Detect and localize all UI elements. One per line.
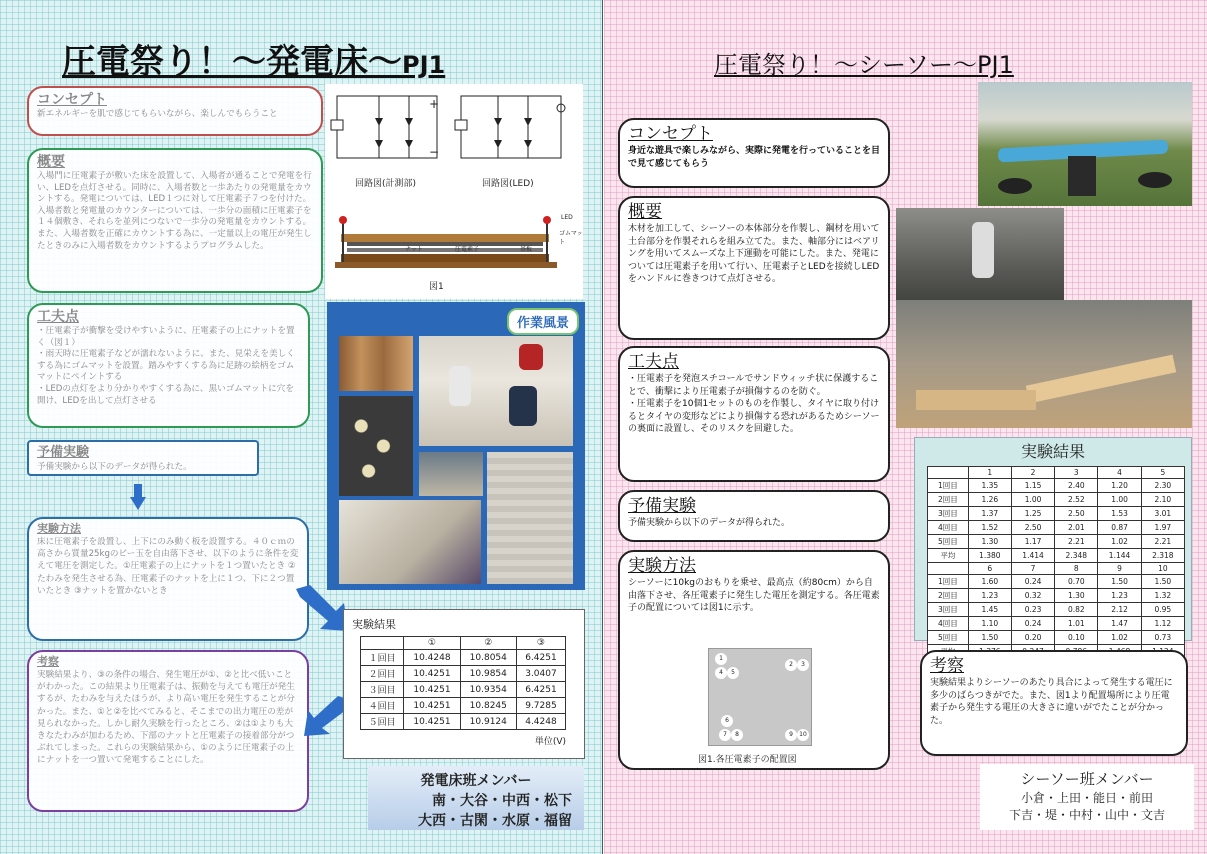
table-cell: 2.30 <box>1141 479 1184 493</box>
piezo-marker-1: 1 <box>715 653 727 665</box>
piezo-marker-7: 7 <box>719 729 731 741</box>
circuit-diagram-measure <box>329 88 449 168</box>
fig1-label-board: 基板 <box>520 246 533 253</box>
photo-workshop-2 <box>896 300 1192 428</box>
left-title-suffix: PJ1 <box>402 51 446 79</box>
left-poster <box>0 0 603 854</box>
table-row <box>928 589 1185 603</box>
features-box <box>27 303 310 428</box>
table-cell: 3.0407 <box>516 666 565 682</box>
table-cell: 2.50 <box>1011 521 1054 535</box>
table-cell: 2 <box>1011 467 1054 479</box>
table-cell: 1.45 <box>968 603 1011 617</box>
figure1-cross-section <box>333 214 573 284</box>
overview-text: 入場門に圧電素子が敷いた床を設置して、入場者が通ることで発電を行い、LEDを点灯させる。同時に、入場者数と一歩あたりの発電量をカウントする。発電については、LED１つに対して圧電素子７つを付けた。入場者数と発電量のカウンターについては、一歩分の面積に圧電素子を１４個敷き、それらを並列につないで一歩分の発電量をカウントする。また、入場者数を正確にカウントする為に、一定量以上の電圧が発生したときのみに入場者数をカウントするようプログラムした。 <box>37 171 312 251</box>
table-cell: 10.9354 <box>460 682 516 698</box>
table-cell: 0.95 <box>1141 603 1184 617</box>
seesaw-results-heading: 実験結果 <box>1020 442 1085 461</box>
table-cell: 10.9124 <box>460 714 516 730</box>
table-row <box>928 575 1185 589</box>
table-cell: 4回目 <box>928 521 969 535</box>
table-cell: 1.02 <box>1098 535 1141 549</box>
circuit-diagram-led <box>453 88 573 168</box>
table-row <box>928 493 1185 507</box>
table-cell: 1.25 <box>1011 507 1054 521</box>
concept-box <box>27 86 323 136</box>
table-cell: 1.97 <box>1141 521 1184 535</box>
right-poster <box>604 0 1207 854</box>
left-members-heading: 発電床班メンバー <box>420 773 532 789</box>
photo-workshop-1 <box>896 208 1064 308</box>
left-title-main: 圧電祭り！〜発電床〜 <box>62 42 402 82</box>
table-cell: 1.20 <box>1098 479 1141 493</box>
method-heading: 実験方法 <box>37 522 81 535</box>
table-cell: 1.17 <box>1011 535 1054 549</box>
table-cell: 1.30 <box>1055 589 1098 603</box>
table-cell: 1.23 <box>1098 589 1141 603</box>
overview-box <box>27 148 323 293</box>
table-cell: 1.53 <box>1098 507 1141 521</box>
concept-text: 新エネルギーを肌で感じてもらいながら、楽しんでもらうこと <box>37 109 278 119</box>
results-box <box>343 609 585 759</box>
concept-heading: コンセプト <box>37 92 107 108</box>
piezo-marker-9: 9 <box>785 729 797 741</box>
seesaw-method-heading: 実験方法 <box>628 556 696 576</box>
table-cell: 1.50 <box>1141 575 1184 589</box>
piezo-marker-2: 2 <box>785 659 797 671</box>
discussion-box <box>27 650 309 812</box>
right-members-line1: 小倉・上田・能日・前田 <box>1020 791 1153 805</box>
table-cell: 6.4251 <box>516 682 565 698</box>
svg-text:+: + <box>429 97 440 111</box>
table-row <box>928 631 1185 645</box>
table-cell: 0.24 <box>1011 575 1054 589</box>
prelim-text: 予備実験から以下のデータが得られた。 <box>37 462 192 472</box>
table-cell: 1.144 <box>1098 549 1141 563</box>
discussion-heading: 考察 <box>37 655 59 668</box>
table-cell: 0.87 <box>1098 521 1141 535</box>
table-cell: 1.47 <box>1098 617 1141 631</box>
table-cell: 1回目 <box>928 575 969 589</box>
table-cell: 6 <box>968 563 1011 575</box>
table-cell: 0.20 <box>1011 631 1054 645</box>
seesaw-discussion-heading: 考察 <box>930 656 964 676</box>
table-row <box>928 617 1185 631</box>
seesaw-concept-text: 身近な遊具で楽しみながら、実際に発電を行っていることを目で見て感じてもらう <box>628 146 881 169</box>
table-cell: 2.10 <box>1141 493 1184 507</box>
left-title <box>62 34 445 83</box>
down-arrow-icon <box>130 484 146 510</box>
table-cell: 1.35 <box>968 479 1011 493</box>
table-cell: ① <box>404 637 460 650</box>
table-cell: 5 <box>1141 467 1184 479</box>
piezo-marker-4: 4 <box>715 667 727 679</box>
seesaw-features-heading: 工夫点 <box>628 352 679 372</box>
table-cell: 2.52 <box>1055 493 1098 507</box>
table-cell: ５回目 <box>361 714 404 730</box>
seesaw-overview-text: 木材を加工して、シーソーの本体部分を作製し、鋼材を用いて土台部分を作製それらを組み立てた。また、軸部分にはベアリングを用いてスムーズな上下運動を可能にした。また、発電については圧電素子を用いて行い、圧電素子とLEDを接続しLEDをハンドルに巻きつけて点灯させる。 <box>628 224 880 284</box>
method-text: 床に圧電素子を設置し、上下にのみ動く板を設置する。４０ｃｍの高さから質量25kgのビー玉を自由落下させ、以下のように条件を変えて電圧を測定した。①圧電素子の上にナットを１つ置いたとき ②たわみを発生させる為、圧電素子のナットを上に１つ、下に２つ置いたとき ③ナットを置かないとき <box>37 537 299 596</box>
seesaw-features-item-1: ・圧電素子を発泡スチコールでサンドウィッチ状に保護することで、衝撃により圧電素子が損傷するのを防ぐ。 <box>628 374 879 397</box>
table-cell: 9 <box>1098 563 1141 575</box>
features-item-1: ・圧電素子が衝撃を受けやすいように、圧電素子の上にナットを置く（図１） <box>37 326 295 348</box>
table-cell: 2.12 <box>1098 603 1141 617</box>
table-row <box>928 521 1185 535</box>
prelim-box <box>27 440 259 476</box>
placement-figure <box>708 648 812 746</box>
seesaw-method-box <box>618 550 890 770</box>
table-cell: 4回目 <box>928 617 969 631</box>
table-cell: 6.4251 <box>516 650 565 666</box>
table-cell: 3 <box>1055 467 1098 479</box>
photo-workers-floor <box>419 336 573 446</box>
table-cell: 1.00 <box>1098 493 1141 507</box>
circuit-diagram-area <box>325 84 583 299</box>
circuit-label-led: 回路図(LED) <box>482 179 534 189</box>
table-cell: 2回目 <box>928 589 969 603</box>
overview-heading: 概要 <box>37 154 65 170</box>
seesaw-concept-heading: コンセプト <box>628 124 713 144</box>
table-cell: 0.70 <box>1055 575 1098 589</box>
table-row <box>361 650 566 666</box>
left-members-box <box>368 766 584 830</box>
photo-seesaw <box>978 82 1192 206</box>
table-cell: 平均 <box>928 549 969 563</box>
method-box <box>27 517 309 641</box>
work-photos-panel <box>327 302 585 590</box>
table-cell: 0.73 <box>1141 631 1184 645</box>
discussion-text: 実験結果より、③の条件の場合、発生電圧が①、②と比べ低いことがわかった。この結果より圧電素子は、振動を与えても電圧が発生するが、たわみを与えたほうが、より高い電圧を発生することが分かった。また、①と②を比べてみると、そこまでの出力電圧の差が見られなかった。しかし耐久実験を行ったところ、②は①よりも大きなたわみが加わるため、下部のナットと圧電素子の接着部分がつぶれてしまった。これらの実験結果から、①のように圧電素子の上にナットを一つ置いて発電することにした。 <box>37 670 295 766</box>
table-row <box>928 467 1185 479</box>
table-cell: 5回目 <box>928 631 969 645</box>
table-cell: 10.8054 <box>460 650 516 666</box>
seesaw-prelim-box <box>618 490 890 542</box>
fig1-label-led: LED <box>561 214 573 221</box>
table-cell: 10 <box>1141 563 1184 575</box>
table-cell: 2.50 <box>1055 507 1098 521</box>
fig1-label-piezo: 圧電素子 <box>455 246 480 253</box>
left-members-line1: 南・大谷・中西・松下 <box>432 793 572 809</box>
table-cell: 1.50 <box>968 631 1011 645</box>
seesaw-features-box <box>618 346 890 482</box>
table-cell: ２回目 <box>361 666 404 682</box>
table-cell: 0.32 <box>1011 589 1054 603</box>
table-cell <box>928 467 969 479</box>
seesaw-prelim-text: 予備実験から以下のデータが得られた。 <box>628 518 791 528</box>
left-members-line2: 大西・古閑・水原・福留 <box>418 813 572 829</box>
table-cell: ４回目 <box>361 698 404 714</box>
table-cell: 2.318 <box>1141 549 1184 563</box>
table-cell: 1 <box>968 467 1011 479</box>
seesaw-results-box <box>914 437 1192 641</box>
table-cell: 1.26 <box>968 493 1011 507</box>
table-cell: 2.21 <box>1055 535 1098 549</box>
right-title: 圧電祭り！〜シーソー〜PJ1 <box>714 51 1014 79</box>
table-cell: 1.414 <box>1011 549 1054 563</box>
table-row <box>928 479 1185 493</box>
photo-floor-pattern <box>487 452 573 584</box>
table-cell: 10.9854 <box>460 666 516 682</box>
table-cell: 1.00 <box>1011 493 1054 507</box>
placement-figure-caption: 図1.各圧電素子の配置図 <box>698 755 797 765</box>
results-heading: 実験結果 <box>352 618 396 631</box>
table-row <box>361 682 566 698</box>
results-unit: 単位(V) <box>534 737 566 747</box>
table-cell: 1.12 <box>1141 617 1184 631</box>
table-cell: 10.4251 <box>404 714 460 730</box>
table-row <box>361 637 566 650</box>
piezo-marker-3: 3 <box>797 659 809 671</box>
seesaw-features-item-2: ・圧電素子を10個1セットのものを作製し、タイヤに取り付けるとタイヤの変形などにより損傷する恐れがあるためシーソーの裏面に設置し、そのリスクを回避した。 <box>628 399 880 434</box>
table-cell: ３回目 <box>361 682 404 698</box>
table-cell: 1.60 <box>968 575 1011 589</box>
table-cell: 1.37 <box>968 507 1011 521</box>
table-cell: １回目 <box>361 650 404 666</box>
table-cell: 10.4251 <box>404 666 460 682</box>
seesaw-method-text: シーソーに10kgのおもりを乗せ、最高点（約80cm）から自由落下させ、各圧電素子に発生した電圧を測定する。各圧電素子の配置については図1に示す。 <box>628 578 880 613</box>
table-cell: 1.30 <box>968 535 1011 549</box>
table-cell: 10.4248 <box>404 650 460 666</box>
table-cell: 1.15 <box>1011 479 1054 493</box>
table-row <box>928 507 1185 521</box>
seesaw-overview-box <box>618 196 890 340</box>
table-cell: 5回目 <box>928 535 969 549</box>
work-label: 作業風景 <box>507 308 579 335</box>
right-members-box <box>980 764 1194 830</box>
table-cell: ② <box>460 637 516 650</box>
svg-text:−: − <box>429 145 440 159</box>
piezo-marker-6: 6 <box>721 715 733 727</box>
table-cell: 3.01 <box>1141 507 1184 521</box>
features-item-2: ・雨天時に圧電素子などが濡れないように、また、見栄えを美しくする為にゴムマットを設置。踏みやすくする為に足跡の絵柄をゴムマットにペイントする <box>37 349 295 383</box>
photo-soldering <box>339 500 481 584</box>
table-cell: 1.23 <box>968 589 1011 603</box>
right-members-heading: シーソー班メンバー <box>1020 770 1154 788</box>
photo-measurement <box>419 452 483 496</box>
table-row <box>361 666 566 682</box>
table-cell: 1.380 <box>968 549 1011 563</box>
seesaw-overview-heading: 概要 <box>628 202 662 222</box>
table-row <box>928 549 1185 563</box>
features-heading: 工夫点 <box>37 309 79 325</box>
table-cell: 2回目 <box>928 493 969 507</box>
table-cell: 10.4251 <box>404 698 460 714</box>
table-cell: 1回目 <box>928 479 969 493</box>
results-table <box>360 636 566 730</box>
prelim-heading: 予備実験 <box>37 445 90 460</box>
table-cell: 0.24 <box>1011 617 1054 631</box>
fig1-label-nut: ナット <box>405 246 423 253</box>
piezo-marker-10: 10 <box>797 729 809 741</box>
photo-piezo-elements <box>339 396 413 496</box>
table-cell: 1.10 <box>968 617 1011 631</box>
seesaw-discussion-text: 実験結果よりシーソーのあたり具合によって発生する電圧に多少のばらつきがでた。また、図1より配置場所により圧電素子から発生する電圧の大きさに違いがでたことが分かった。 <box>930 678 1173 726</box>
table-cell: 8 <box>1055 563 1098 575</box>
seesaw-discussion-box <box>920 650 1188 756</box>
table-cell: 2.21 <box>1141 535 1184 549</box>
table-cell: 3回目 <box>928 507 969 521</box>
table-cell: 1.52 <box>968 521 1011 535</box>
arrow-to-results-2-icon <box>300 694 348 740</box>
table-cell: 2.348 <box>1055 549 1098 563</box>
table-cell: 10.8245 <box>460 698 516 714</box>
table-cell <box>361 637 404 650</box>
table-cell: 0.23 <box>1011 603 1054 617</box>
piezo-marker-5: 5 <box>727 667 739 679</box>
table-row <box>361 714 566 730</box>
table-row <box>928 563 1185 575</box>
table-cell: 1.32 <box>1141 589 1184 603</box>
table-cell: 1.02 <box>1098 631 1141 645</box>
table-cell: 2.01 <box>1055 521 1098 535</box>
piezo-marker-8: 8 <box>731 729 743 741</box>
table-cell: 4 <box>1098 467 1141 479</box>
table-cell: 4.4248 <box>516 714 565 730</box>
table-cell: 0.82 <box>1055 603 1098 617</box>
features-item-3: ・LEDの点灯をより分かりやすくする為に、黒いゴムマットに穴を開け、LEDを出して点灯させる <box>37 383 294 406</box>
table-cell: 7 <box>1011 563 1054 575</box>
table-cell: 1.50 <box>1098 575 1141 589</box>
circuit-label-measure: 回路図(計測部) <box>355 179 417 189</box>
table-row <box>928 603 1185 617</box>
table-cell: ③ <box>516 637 565 650</box>
seesaw-results-table <box>927 466 1185 659</box>
table-cell: 1.01 <box>1055 617 1098 631</box>
table-cell: 10.4251 <box>404 682 460 698</box>
fig1-label-mat: ゴムマット <box>559 230 583 246</box>
seesaw-prelim-heading: 予備実験 <box>628 496 696 516</box>
table-row <box>928 535 1185 549</box>
right-members-line2: 下吉・堤・中村・山中・文吉 <box>1008 808 1165 822</box>
table-cell: 9.7285 <box>516 698 565 714</box>
table-cell: 2.40 <box>1055 479 1098 493</box>
table-cell <box>928 563 969 575</box>
fig1-caption: 図1 <box>429 282 444 292</box>
table-cell: 3回目 <box>928 603 969 617</box>
seesaw-concept-box <box>618 118 890 188</box>
table-row <box>361 698 566 714</box>
photo-wood-boards <box>339 336 413 391</box>
table-cell: 0.10 <box>1055 631 1098 645</box>
